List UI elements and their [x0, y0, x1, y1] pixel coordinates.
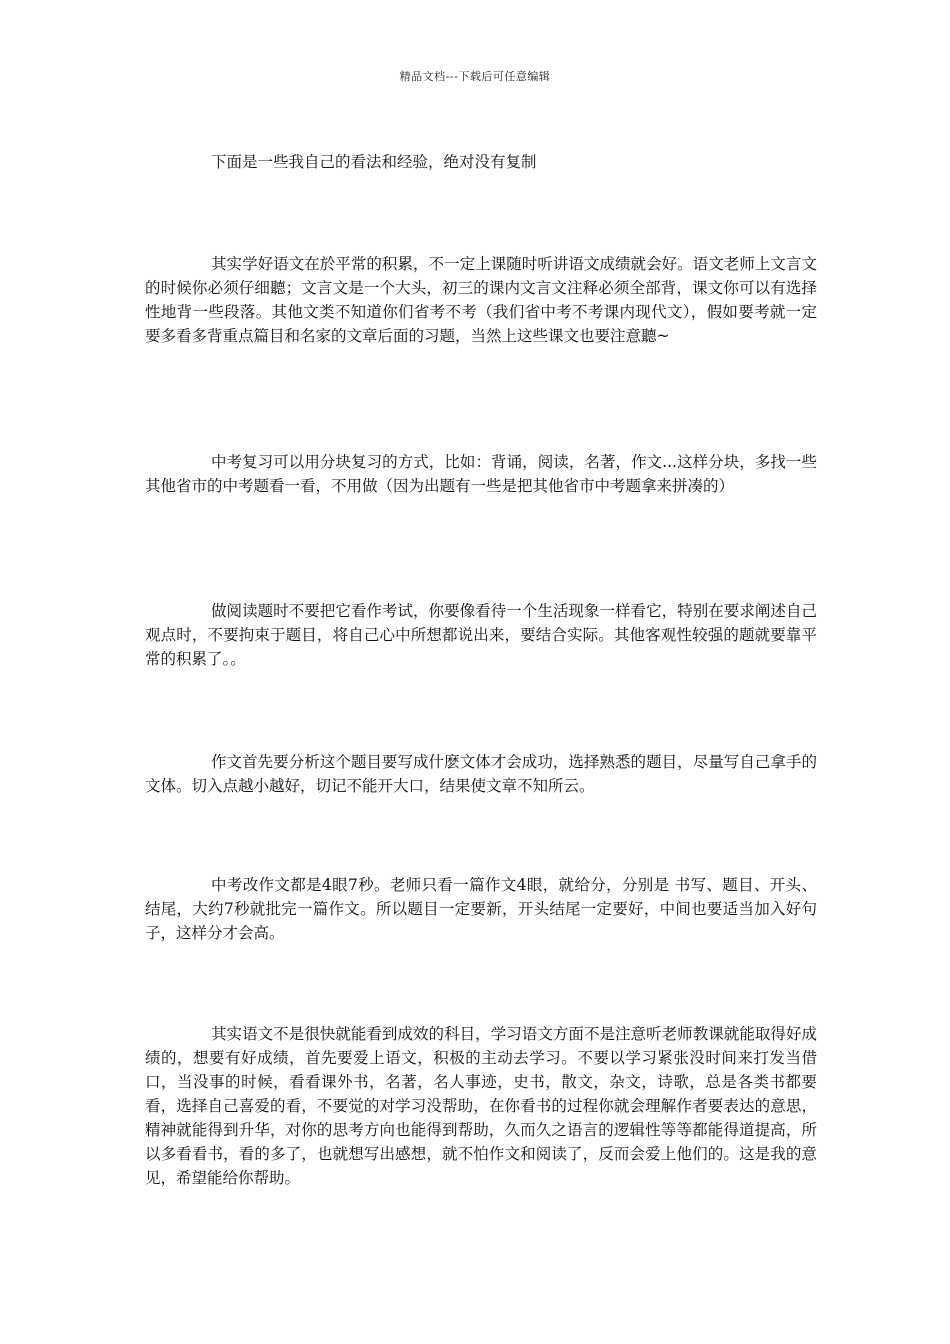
page-header: 精品文档---下载后可任意编辑: [399, 70, 551, 83]
paragraph-grading: 中考改作文都是4眼7秒。老师只看一篇作文4眼，就给分，分别是 书写、题目、开头、结尾，大约7秒就批完一篇作文。所以题目一定要新，开头结尾一定要好，中间也要适当加入好句子，这样分才会高。: [145, 876, 817, 942]
paragraph-reading: 做阅读题时不要把它看作考试，你要像看待一个生活现象一样看它，特别在要求阐述自己观点时，不要拘束于题目，将自己心中所想都说出来，要结合实际。其他客观性较强的题就要靠平常的积累了。。: [145, 602, 817, 668]
paragraph-review-method: 中考复习可以用分块复习的方式，比如：背诵，阅读，名著，作文...这样分块，多找一些其他省市的中考题看一看，不用做（因为出题有一些是把其他省市中考题拿来拼凑的）: [145, 453, 817, 495]
paragraph-intro: 下面是一些我自己的看法和经验，绝对没有复制: [211, 153, 537, 171]
paragraph-composition: 作文首先要分析这个题目要写成什麽文体才会成功，选择熟悉的题目，尽量写自己拿手的文体。切入点越小越好，切记不能开大口，结果使文章不知所云。: [145, 753, 817, 795]
paragraph-classical-chinese: 其实学好语文在於平常的积累，不一定上课随时听讲语文成绩就会好。语文老师上文言文的时候你必须仔细聽；文言文是一个大头，初三的课内文言文注释必须全部背，课文你可以有选择性地背一些段落。其他文类不知道你们省考不考（我们省中考不考课内现代文），假如要考就一定要多看多背重点篇目和名家的文章后面的习题，当然上这些课文也要注意聽~: [145, 255, 817, 345]
paragraph-conclusion: 其实语文不是很快就能看到成效的科目，学习语文方面不是注意听老师教课就能取得好成绩的，想要有好成绩，首先要爱上语文，积极的主动去学习。不要以学习紧张没时间来打发当借口，当没事的时候，看看课外书，名著，名人事迹，史书，散文，杂文，诗歌，总是各类书都要看，选择自己喜爱的看，不要觉的对学习没帮助，在你看书的过程你就会理解作者要表达的意思，精神就能得到升华，对你的思考方向也能得到帮助，久而久之语言的逻辑性等等都能得道提高，所以多看看书，看的多了，也就想写出感想，就不怕作文和阅读了，反而会爱上他们的。这是我的意见，希望能给你帮助。: [145, 1025, 817, 1187]
